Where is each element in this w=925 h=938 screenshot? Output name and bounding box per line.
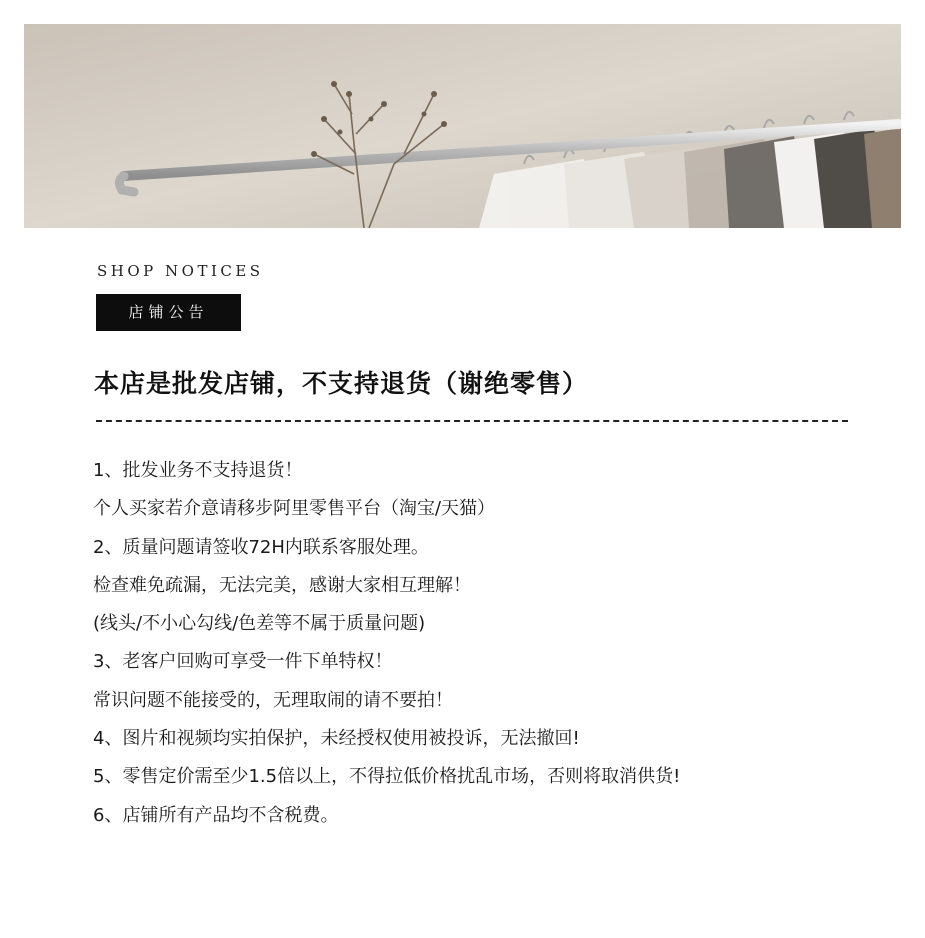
page-title: 本店是批发店铺，不支持退货（谢绝零售）: [94, 369, 589, 398]
banner-photo: [24, 24, 901, 228]
list-item: 3、老客户回购可享受一件下单特权！: [93, 651, 393, 673]
notice-list: [93, 452, 680, 835]
list-item: 2、质量问题请签收72H内联系客服处理。: [93, 536, 429, 558]
list-item: 常识问题不能接受的，无理取闹的请不要拍！: [93, 689, 453, 711]
list-item: 个人买家若介意请移步阿里零售平台（淘宝/天猫）: [93, 498, 496, 520]
list-item: (线头/不小心勾线/色差等不属于质量问题): [93, 613, 426, 635]
dashed-divider: [96, 420, 848, 422]
list-item: 检查难免疏漏，无法完美，感谢大家相互理解！: [93, 574, 471, 596]
clothing-rack-photo: [24, 24, 901, 228]
list-item: 1、批发业务不支持退货！: [93, 460, 303, 481]
notice-tag: 店铺公告: [96, 294, 241, 331]
section-kicker: SHOP NOTICES: [97, 262, 264, 280]
list-item: 6、店铺所有产品均不含税费。: [93, 804, 339, 826]
list-item: 4、图片和视频均实拍保护，未经授权使用被投诉，无法撤回!: [93, 728, 580, 750]
list-item: 5、零售定价需至少1.5倍以上，不得拉低价格扰乱市场，否则将取消供货!: [93, 766, 681, 788]
